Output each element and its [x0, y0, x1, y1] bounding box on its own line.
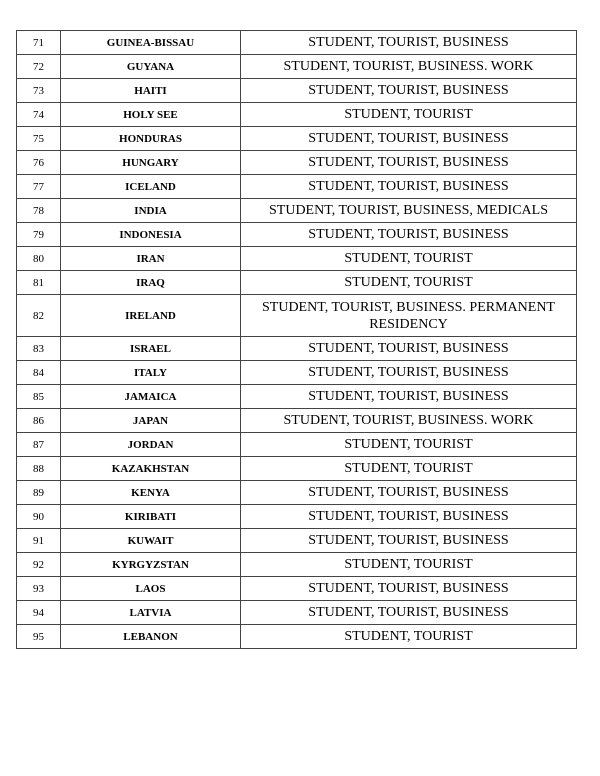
row-number: 74: [17, 103, 61, 127]
row-number: 93: [17, 577, 61, 601]
table-row: [17, 337, 577, 361]
row-number: 95: [17, 625, 61, 649]
country-name: INDONESIA: [61, 223, 241, 247]
table-row: [17, 481, 577, 505]
table-row: [17, 433, 577, 457]
table-row: [17, 505, 577, 529]
country-name: IRAN: [61, 247, 241, 271]
country-name: HOLY SEE: [61, 103, 241, 127]
visa-types: STUDENT, TOURIST, BUSINESS, MEDICALS: [241, 199, 577, 223]
visa-types: STUDENT, TOURIST: [241, 457, 577, 481]
row-number: 82: [17, 295, 61, 337]
country-name: KENYA: [61, 481, 241, 505]
row-number: 92: [17, 553, 61, 577]
row-number: 91: [17, 529, 61, 553]
table-row: [17, 361, 577, 385]
row-number: 87: [17, 433, 61, 457]
country-name: JORDAN: [61, 433, 241, 457]
visa-table-body: [17, 31, 577, 649]
table-row: [17, 457, 577, 481]
visa-types: STUDENT, TOURIST, BUSINESS: [241, 223, 577, 247]
country-name: KAZAKHSTAN: [61, 457, 241, 481]
table-row: [17, 577, 577, 601]
row-number: 80: [17, 247, 61, 271]
visa-types: STUDENT, TOURIST: [241, 553, 577, 577]
country-name: ISRAEL: [61, 337, 241, 361]
country-name: HAITI: [61, 79, 241, 103]
table-row: [17, 625, 577, 649]
row-number: 73: [17, 79, 61, 103]
visa-types: STUDENT, TOURIST, BUSINESS: [241, 79, 577, 103]
row-number: 81: [17, 271, 61, 295]
row-number: 79: [17, 223, 61, 247]
table-row: [17, 79, 577, 103]
table-row: [17, 103, 577, 127]
visa-types: STUDENT, TOURIST, BUSINESS: [241, 361, 577, 385]
country-name: KIRIBATI: [61, 505, 241, 529]
table-row: [17, 199, 577, 223]
country-name: JAPAN: [61, 409, 241, 433]
row-number: 71: [17, 31, 61, 55]
country-name: KYRGYZSTAN: [61, 553, 241, 577]
row-number: 77: [17, 175, 61, 199]
country-name: HONDURAS: [61, 127, 241, 151]
visa-types: STUDENT, TOURIST, BUSINESS: [241, 481, 577, 505]
table-row: [17, 31, 577, 55]
row-number: 90: [17, 505, 61, 529]
country-name: LAOS: [61, 577, 241, 601]
country-name: LEBANON: [61, 625, 241, 649]
table-row: [17, 553, 577, 577]
visa-types: STUDENT, TOURIST, BUSINESS: [241, 31, 577, 55]
visa-types: STUDENT, TOURIST: [241, 247, 577, 271]
table-row: [17, 385, 577, 409]
country-name: IRELAND: [61, 295, 241, 337]
visa-types: STUDENT, TOURIST, BUSINESS: [241, 151, 577, 175]
visa-types: STUDENT, TOURIST: [241, 271, 577, 295]
country-name: GUYANA: [61, 55, 241, 79]
visa-types: STUDENT, TOURIST: [241, 625, 577, 649]
table-row: [17, 529, 577, 553]
visa-types: STUDENT, TOURIST, BUSINESS: [241, 529, 577, 553]
row-number: 94: [17, 601, 61, 625]
country-name: GUINEA-BISSAU: [61, 31, 241, 55]
table-row: [17, 223, 577, 247]
row-number: 84: [17, 361, 61, 385]
visa-types: STUDENT, TOURIST, BUSINESS: [241, 505, 577, 529]
visa-types: STUDENT, TOURIST: [241, 103, 577, 127]
visa-types: STUDENT, TOURIST, BUSINESS: [241, 127, 577, 151]
row-number: 89: [17, 481, 61, 505]
country-name: IRAQ: [61, 271, 241, 295]
row-number: 76: [17, 151, 61, 175]
table-row: [17, 247, 577, 271]
visa-types: STUDENT, TOURIST, BUSINESS: [241, 577, 577, 601]
table-row: [17, 175, 577, 199]
country-name: LATVIA: [61, 601, 241, 625]
row-number: 83: [17, 337, 61, 361]
table-row: [17, 55, 577, 79]
table-row: [17, 601, 577, 625]
country-name: JAMAICA: [61, 385, 241, 409]
table-row: [17, 271, 577, 295]
country-name: HUNGARY: [61, 151, 241, 175]
row-number: 75: [17, 127, 61, 151]
country-name: ITALY: [61, 361, 241, 385]
row-number: 72: [17, 55, 61, 79]
table-row: [17, 295, 577, 337]
visa-types: STUDENT, TOURIST, BUSINESS. PERMANENT RESIDENCY: [241, 295, 577, 337]
row-number: 85: [17, 385, 61, 409]
visa-types: STUDENT, TOURIST, BUSINESS. WORK: [241, 409, 577, 433]
row-number: 88: [17, 457, 61, 481]
row-number: 78: [17, 199, 61, 223]
visa-table: [16, 30, 577, 649]
row-number: 86: [17, 409, 61, 433]
visa-types: STUDENT, TOURIST, BUSINESS: [241, 175, 577, 199]
visa-types: STUDENT, TOURIST, BUSINESS: [241, 601, 577, 625]
visa-types: STUDENT, TOURIST, BUSINESS: [241, 337, 577, 361]
table-row: [17, 409, 577, 433]
country-name: ICELAND: [61, 175, 241, 199]
country-name: INDIA: [61, 199, 241, 223]
table-row: [17, 151, 577, 175]
visa-types: STUDENT, TOURIST, BUSINESS: [241, 385, 577, 409]
table-row: [17, 127, 577, 151]
visa-types: STUDENT, TOURIST, BUSINESS. WORK: [241, 55, 577, 79]
country-name: KUWAIT: [61, 529, 241, 553]
visa-types: STUDENT, TOURIST: [241, 433, 577, 457]
